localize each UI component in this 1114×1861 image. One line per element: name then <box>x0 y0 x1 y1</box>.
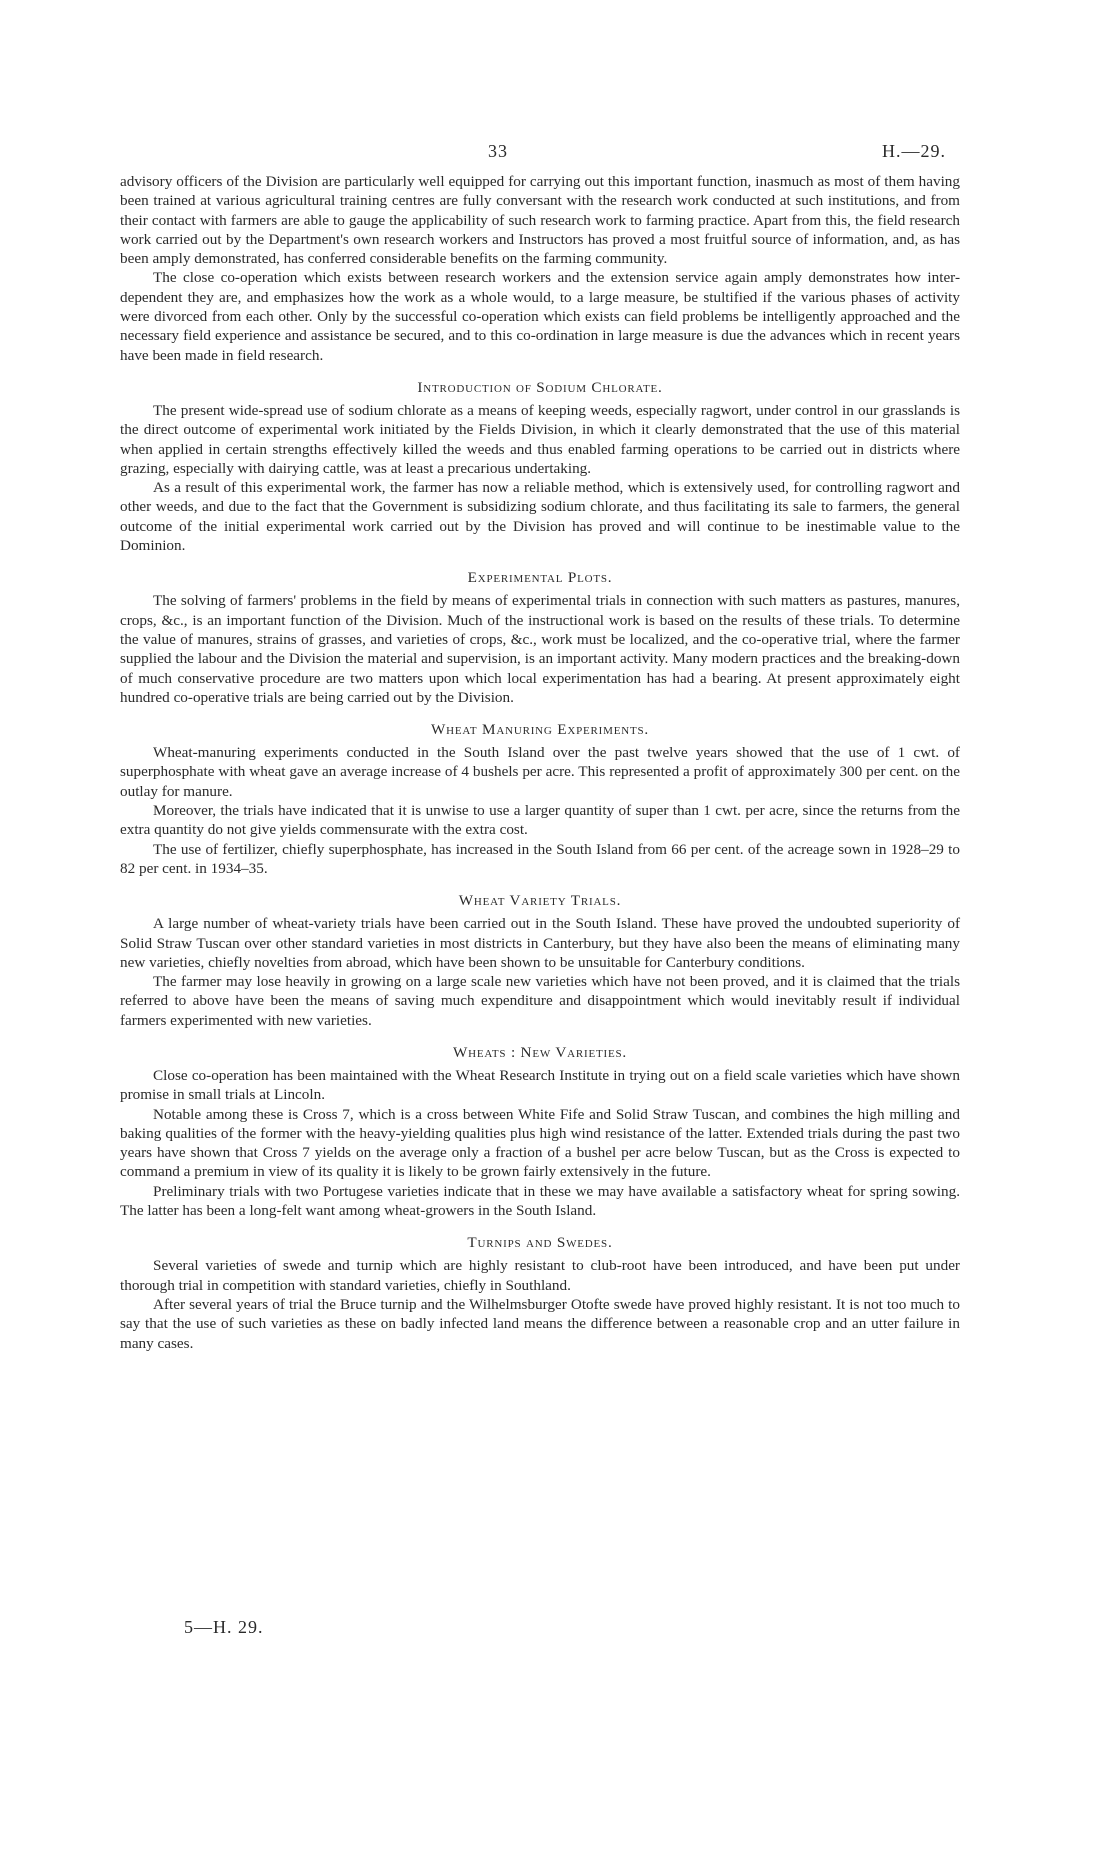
paragraph: As a result of this experimental work, the farmer has now a reliable method, which is extensively used, for controlling ragwort and other weeds, and due to the fact that the Government is subsidizing sodium chlorate, and thus facilitating its sale to farmers, the general outcome of the initial experimental work carried out by the Division has proved and will continue to be inestimable value to the Dominion. <box>120 479 960 555</box>
paragraph: The farmer may lose heavily in growing on a large scale new varieties which have not been proved, and it is claimed that the trials referred to above have been the means of saving much expenditure and disappointment which would inevitably result if individual farmers experimented with new varieties. <box>120 973 960 1029</box>
signature-mark: 5—H. 29. <box>184 1617 264 1637</box>
section-heading-wheat-variety-trials: Wheat Variety Trials. <box>458 892 622 910</box>
paragraph: A large number of wheat-variety trials have been carried out in the South Island. These have proved the undoubted superiority of Solid Straw Tuscan over other standard varieties in most districts in Canterbury, but they have also been the means of eliminating many new varieties, chiefly novelties from abroad, which have been shown to be unsuitable for Canterbury conditions. <box>120 915 960 971</box>
section-heading-wheat-manuring: Wheat Manuring Experiments. <box>431 721 649 739</box>
paragraph: Preliminary trials with two Portugese varieties indicate that in these we may have available a satisfactory wheat for spring sowing. The latter has been a long-felt want among wheat-growers in the South Island. <box>120 1182 960 1220</box>
section-heading-sodium-chlorate: Introduction of Sodium Chlorate. <box>417 378 663 396</box>
paragraph: After several years of trial the Bruce turnip and the Wilhelmsburger Otofte swede have proved highly resistant. It is not too much to say that the use of such varieties as these on badly infected land means the difference between a reasonable crop and an utter failure in many cases. <box>120 1295 960 1352</box>
page-header <box>0 141 1114 167</box>
paragraph: The close co-operation which exists between research workers and the extension service again amply demonstrates how inter-dependent they are, and emphasizes how the work as a whole would, to a large measure, be stultified if the various phases of activity were divorced from each other. Only by the successful co-operation which exists can field problems be intelligently approached and the necessary field experience and assistance be secured, and to this co-ordination in large measure is due the advances which in recent years have been made in field research. <box>120 269 960 364</box>
paragraph: The present wide-spread use of sodium chlorate as a means of keeping weeds, especially ragwort, under control in our grasslands is the direct outcome of experimental work initiated by the Fields Division, in which it clearly demonstrated that the use of this material when applied in certain strengths effectively killed the weeds and thus enabled farming operations to be carried out in districts where grazing, especially with dairying cattle, was at least a precarious undertaking. <box>120 401 960 477</box>
document-body <box>120 172 960 1353</box>
paragraph: The solving of farmers' problems in the field by means of experimental trials in connection with such matters as pastures, manures, crops, &c., is an important function of the Division. Much of the instructional work is based on the results of these trials. To determine the value of manures, strains of grasses, and varieties of crops, &c., work must be localized, and the co-operative trial, where the farmer supplied the labour and the Division the material and supervision, is an important activity. Many modern practices and the breaking-down of much conservative procedure are two matters upon which local experimentation has had a bearing. At present approximately eight hundred co-operative trials are being carried out by the Division. <box>120 592 960 706</box>
paragraph: Wheat-manuring experiments conducted in the South Island over the past twelve years showed that the use of 1 cwt. of superphosphate with wheat gave an average increase of 4 bushels per acre. This represented a profit of approximately 300 per cent. on the outlay for manure. <box>120 744 960 800</box>
section-heading-experimental-plots: Experimental Plots. <box>467 569 613 587</box>
paragraph: Several varieties of swede and turnip which are highly resistant to club-root have been introduced, and have been put under thorough trial in competition with standard varieties, chiefly in Southland. <box>120 1257 960 1294</box>
page-number: 33 <box>488 141 508 161</box>
paragraph: Notable among these is Cross 7, which is a cross between White Fife and Solid Straw Tuscan, and combines the high milling and baking qualities of the former with the heavy-yielding qualities plus high wind resistance of the latter. Extended trials during the past two years have shown that Cross 7 yields on the average only a fraction of a bushel per acre below Tuscan, but as the Cross is expected to command a premium in view of its quality it is likely to be grown fairly extensively in the future. <box>120 1105 960 1181</box>
section-heading-turnips-swedes: Turnips and Swedes. <box>467 1234 613 1252</box>
paragraph: Moreover, the trials have indicated that it is unwise to use a larger quantity of super than 1 cwt. per acre, since the returns from the extra quantity do not give yields commensurate with the extra cost. <box>120 802 960 839</box>
paragraph: advisory officers of the Division are particularly well equipped for carrying out this important function, inasmuch as most of them having been trained at various agricultural training centres are fully conversant with the research work conducted at such institutions, and from their contact with farmers are able to gauge the applicability of such research work to farming practice. Apart from this, the field research work carried out by the Department's own research workers and Instructors has proved a most fruitful source of information, and, as has been amply demonstrated, has conferred considerable benefits on the farming community. <box>120 173 960 268</box>
paper-reference: H.—29. <box>882 141 946 161</box>
paragraph: Close co-operation has been maintained with the Wheat Research Institute in trying out on a field scale varieties which have shown promise in small trials at Lincoln. <box>120 1066 960 1104</box>
section-heading-new-varieties: Wheats : New Varieties. <box>452 1043 627 1061</box>
paragraph: The use of fertilizer, chiefly superphosphate, has increased in the South Island from 66 per cent. of the acreage sown in 1928–29 to 82 per cent. in 1934–35. <box>120 840 960 877</box>
